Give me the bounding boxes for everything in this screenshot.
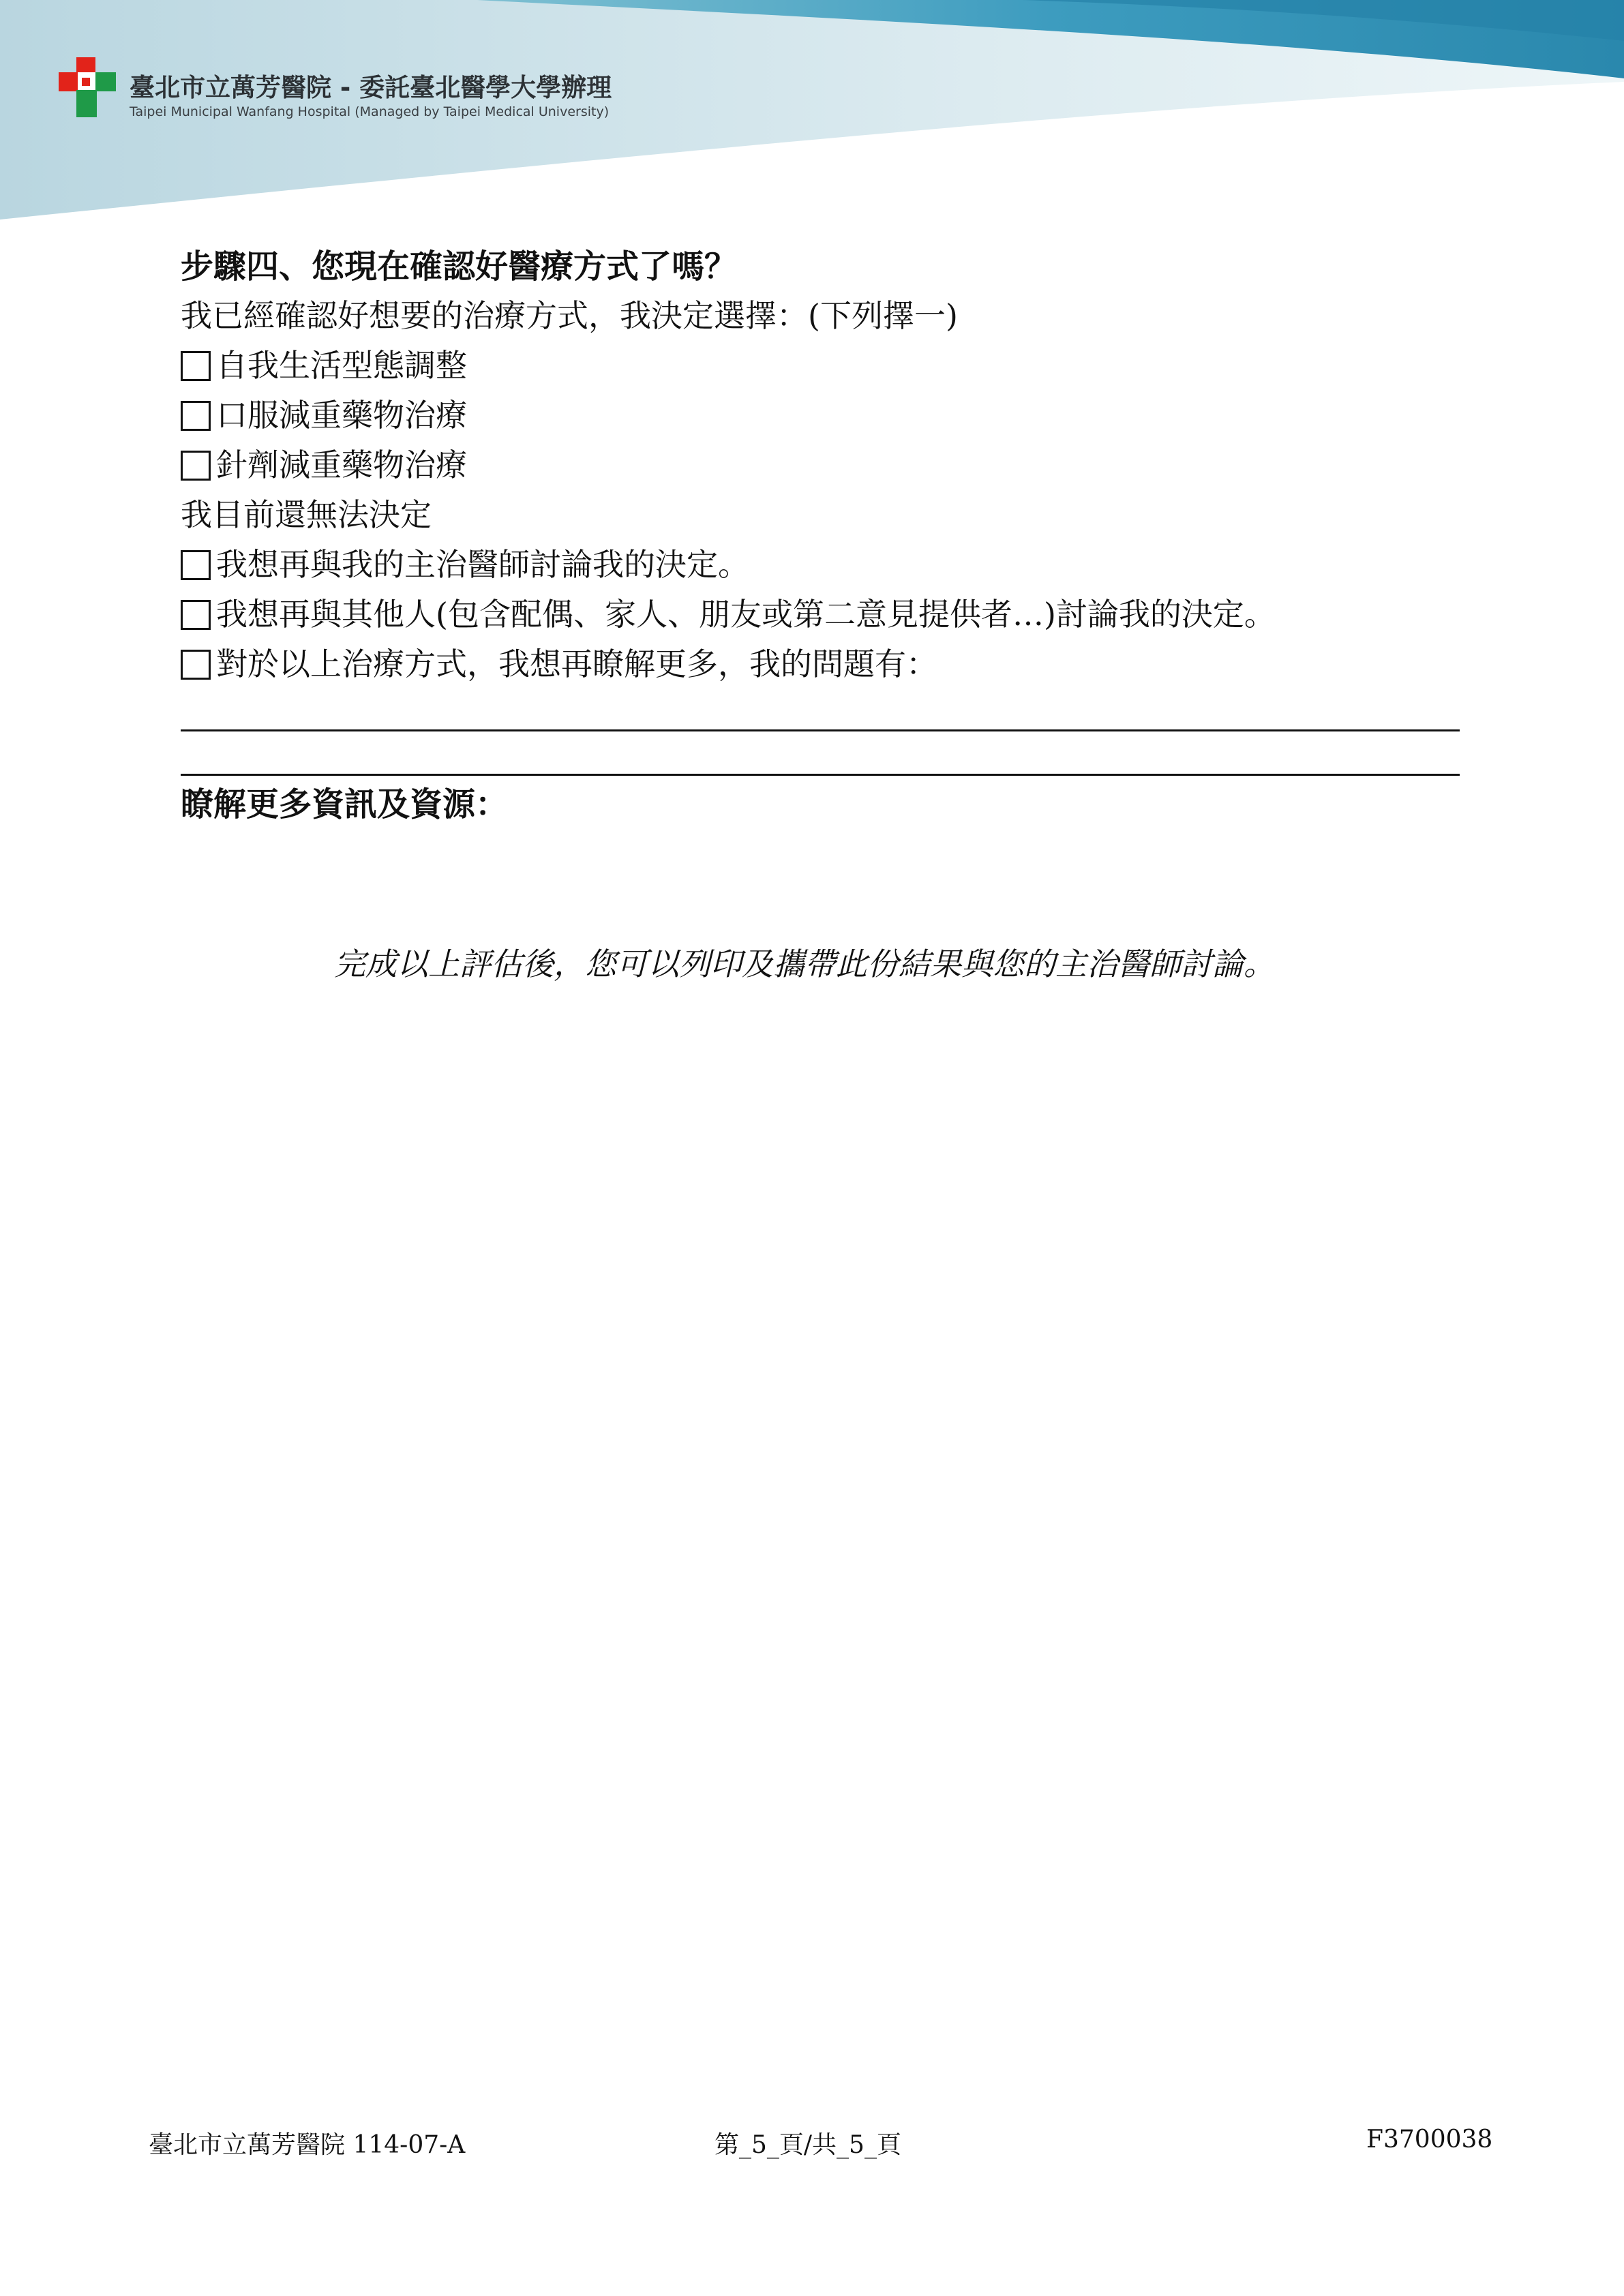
option-label: 對於以上治療方式，我想再瞭解更多，我的問題有： (216, 646, 937, 682)
hospital-logo-icon (59, 57, 121, 120)
option-discuss-doctor-checkbox[interactable] (181, 550, 211, 580)
option-label: 我想再與其他人(包含配偶、家人、朋友或第二意見提供者…)討論我的決定。 (216, 596, 1276, 633)
option-injection-medication (181, 440, 1462, 490)
undecided-label: 我目前還無法決定 (181, 496, 432, 533)
decision-section (181, 242, 1462, 829)
step-intro: 我已經確認好想要的治療方式，我決定選擇：(下列擇一) (181, 297, 958, 334)
option-label: 我想再與我的主治醫師討論我的決定。 (216, 546, 749, 583)
hospital-name: 臺北市立萬芳醫院 - 委託臺北醫學大學辦理 (130, 73, 612, 102)
option-label: 針劑減重藥物治療 (216, 447, 467, 483)
option-lifestyle-checkbox[interactable] (181, 351, 211, 381)
footer-page-number: 第_5_頁/共_5_頁 (715, 2131, 901, 2159)
option-more-questions-checkbox[interactable] (181, 650, 211, 680)
option-label: 口服減重藥物治療 (216, 397, 467, 434)
option-discuss-others (181, 590, 1462, 639)
option-label: 自我生活型態調整 (216, 347, 467, 384)
resources-title: 瞭解更多資訊及資源： (181, 785, 509, 824)
hospital-name-english: Taipei Municipal Wanfang Hospital (Managed by Taipei Medical University) (130, 104, 610, 119)
option-discuss-others-checkbox[interactable] (181, 600, 211, 630)
option-oral-medication-checkbox[interactable] (181, 401, 211, 431)
option-oral-medication (181, 391, 1462, 440)
footer-document-id: F3700038 (1366, 2126, 1493, 2154)
option-lifestyle (181, 341, 1462, 391)
closing-note: 完成以上評估後，您可以列印及攜帶此份結果與您的主治醫師討論。 (334, 946, 1275, 982)
option-injection-medication-checkbox[interactable] (181, 451, 211, 481)
option-more-questions (181, 639, 1462, 689)
option-discuss-doctor (181, 540, 1462, 590)
step-title: 步驟四、您現在確認好醫療方式了嗎？ (181, 247, 738, 286)
footer-form-code: 臺北市立萬芳醫院 114-07-A (149, 2131, 466, 2159)
